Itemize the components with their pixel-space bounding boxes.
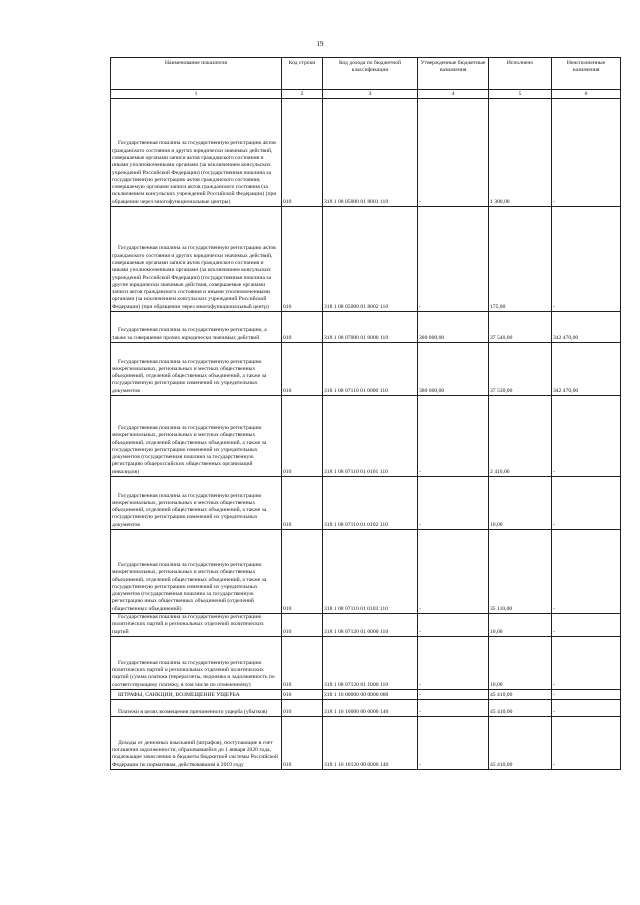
table-row <box>111 690 621 700</box>
table-row <box>111 717 621 770</box>
row-approved: 380 000,00 <box>418 343 489 396</box>
header-executed: Исполнено <box>489 58 552 90</box>
row-name: Государственная пошлина за государственную регистрацию актов гражданского состояния и других юридически значимых действий, совершаемые органами записи актов гражданского состояния и иными уполномоченными органами (за исключением консульских учреждений Российской Федерации) (государственная пошлина за другие юридически значимые действия, совершаемые органами записи актов гражданского состояния и иными уполномоченными органами (за исключением консульских учреждений Российской Федерации) (при обращении через многофункциональный центр) <box>111 207 282 312</box>
row-code: 010 <box>282 343 323 396</box>
row-unexecuted: - <box>552 690 621 700</box>
row-approved: 380 000,00 <box>418 312 489 343</box>
row-executed: 37 530,00 <box>489 343 552 396</box>
column-number: 3 <box>323 90 418 99</box>
row-executed: 37 540,00 <box>489 312 552 343</box>
row-approved: - <box>418 99 489 207</box>
row-approved: - <box>418 396 489 477</box>
table-row <box>111 700 621 717</box>
row-unexecuted: - <box>552 207 621 312</box>
table-row <box>111 530 621 614</box>
row-code: 010 <box>282 614 323 637</box>
row-name: Государственная пошлина за государственную регистрацию политических партий и региональных отделений политических партий <box>111 614 282 637</box>
row-unexecuted: - <box>552 637 621 690</box>
column-number: 6 <box>552 90 621 99</box>
table-row <box>111 99 621 207</box>
row-name: Государственная пошлина за государственную регистрацию политических партий и региональных отделений политических партий (сумма платежа (перерасчеты, недоимка и задолженность по соответствующему платежу, в том числе по отмененному) <box>111 637 282 690</box>
row-executed: 45 410,00 <box>489 690 552 700</box>
column-number: 5 <box>489 90 552 99</box>
table-row <box>111 207 621 312</box>
row-name: Платежи в целях возмещения причиненного ущерба (убытков) <box>111 700 282 717</box>
row-approved: - <box>418 700 489 717</box>
row-kbk: 318 1 08 07110 01 0000 110 <box>323 343 418 396</box>
table-row <box>111 396 621 477</box>
row-unexecuted: - <box>552 99 621 207</box>
row-code: 010 <box>282 207 323 312</box>
row-unexecuted: - <box>552 530 621 614</box>
column-number: 1 <box>111 90 282 99</box>
row-unexecuted: - <box>552 614 621 637</box>
row-code: 010 <box>282 690 323 700</box>
row-kbk: 318 1 16 10000 00 0000 140 <box>323 700 418 717</box>
row-code: 010 <box>282 637 323 690</box>
row-unexecuted: 342 470,00 <box>552 312 621 343</box>
row-kbk: 318 1 16 00000 00 0000 000 <box>323 690 418 700</box>
page-number: 19 <box>316 40 324 48</box>
row-executed: 45 410,00 <box>489 717 552 770</box>
row-executed: 10,00 <box>489 614 552 637</box>
header-indicator-name: Наименование показателя <box>111 58 282 90</box>
row-approved: - <box>418 530 489 614</box>
row-kbk: 318 1 08 07120 01 0000 110 <box>323 614 418 637</box>
row-kbk: 318 1 08 05000 01 8001 110 <box>323 99 418 207</box>
row-kbk: 318 1 08 07110 01 0103 110 <box>323 530 418 614</box>
row-approved: - <box>418 717 489 770</box>
table-row <box>111 312 621 343</box>
row-code: 010 <box>282 700 323 717</box>
row-name: Доходы от денежных взысканий (штрафов), поступающие в счет погашения задолженности, образовавшейся до 1 января 2020 года, подлежащие зачислению в бюджеты бюджетной системы Российской Федерации по нормативам, действовавшим в 2019 году <box>111 717 282 770</box>
header-budget-code: Код дохода по бюджетной классификации <box>323 58 418 90</box>
row-kbk: 318 1 08 07000 01 0000 110 <box>323 312 418 343</box>
row-approved: - <box>418 637 489 690</box>
row-kbk: 318 1 08 07120 01 1000 110 <box>323 637 418 690</box>
row-name: Государственная пошлина за государственную регистрацию межрегиональных, региональных и местных общественных объединений, отделений общественных объединений, а также за государственную регистрацию изменений их учредительных документов <box>111 343 282 396</box>
row-kbk: 318 1 08 07110 01 0102 110 <box>323 477 418 530</box>
table-row <box>111 614 621 637</box>
row-unexecuted: 342 470,00 <box>552 343 621 396</box>
row-approved: - <box>418 477 489 530</box>
table-header-row <box>111 58 621 90</box>
row-unexecuted: - <box>552 717 621 770</box>
row-executed: 1 300,00 <box>489 99 552 207</box>
header-row-code: Код строки <box>282 58 323 90</box>
row-code: 010 <box>282 312 323 343</box>
table-row <box>111 343 621 396</box>
row-code: 010 <box>282 477 323 530</box>
revenue-table <box>110 57 621 770</box>
row-code: 010 <box>282 99 323 207</box>
row-name: Государственная пошлина за государственную регистрацию межрегиональных, региональных и местных общественных объединений, отделений общественных объединений, а также за государственную регистрацию изменений их учредительных документов <box>111 477 282 530</box>
row-code: 010 <box>282 396 323 477</box>
row-kbk: 318 1 16 10120 00 0000 140 <box>323 717 418 770</box>
row-executed: 175,00 <box>489 207 552 312</box>
column-number: 2 <box>282 90 323 99</box>
column-number-row <box>111 90 621 99</box>
row-executed: 2 410,00 <box>489 396 552 477</box>
table-row <box>111 477 621 530</box>
row-executed: 35 110,00 <box>489 530 552 614</box>
row-name: Государственная пошлина за государственную регистрацию, а также за совершение прочих юридически значимых действий <box>111 312 282 343</box>
row-kbk: 318 1 08 07110 01 0101 110 <box>323 396 418 477</box>
header-approved: Утвержденные бюджетные назначения <box>418 58 489 90</box>
row-code: 010 <box>282 717 323 770</box>
row-name: Государственная пошлина за государственную регистрацию межрегиональных, региональных и местных общественных объединений, отделений общественных объединений, а также за государственную регистрацию изменений их учредительных документов (государственная пошлина за государственную регистрацию иных общественных объединений (отделений общественных объединений) <box>111 530 282 614</box>
row-unexecuted: - <box>552 477 621 530</box>
row-executed: 10,00 <box>489 637 552 690</box>
row-code: 010 <box>282 530 323 614</box>
row-approved: - <box>418 207 489 312</box>
row-approved: - <box>418 614 489 637</box>
row-approved: - <box>418 690 489 700</box>
table-row <box>111 637 621 690</box>
row-name: Государственная пошлина за государственную регистрацию межрегиональных, региональных и местных общественных объединений, отделений общественных объединений, а также за государственную регистрацию изменений их учредительных документов (государственная пошлина за государственную регистрацию общероссийских общественных организаций инвалидов) <box>111 396 282 477</box>
column-number: 4 <box>418 90 489 99</box>
header-unexecuted: Неисполненные назначения <box>552 58 621 90</box>
row-unexecuted: - <box>552 396 621 477</box>
row-name: ШТРАФЫ, САНКЦИИ, ВОЗМЕЩЕНИЕ УЩЕРБА <box>111 690 282 700</box>
row-executed: 45 410,00 <box>489 700 552 717</box>
row-kbk: 318 1 08 05000 01 8002 110 <box>323 207 418 312</box>
row-unexecuted: - <box>552 700 621 717</box>
row-name: Государственная пошлина за государственную регистрацию актов гражданского состояния и других юридически значимых действий, совершаемые органами записи актов гражданского состояния и иными уполномоченными органами (за исключением консульских учреждений Российской Федерации) (государственная пошлина за государственную регистрацию актов гражданского состояния, совершаемую органами записи актов гражданского состояния (за исключением консульских учреждений Российской Федерации) (при обращении через многофункциональные центры) <box>111 99 282 207</box>
row-executed: 10,00 <box>489 477 552 530</box>
